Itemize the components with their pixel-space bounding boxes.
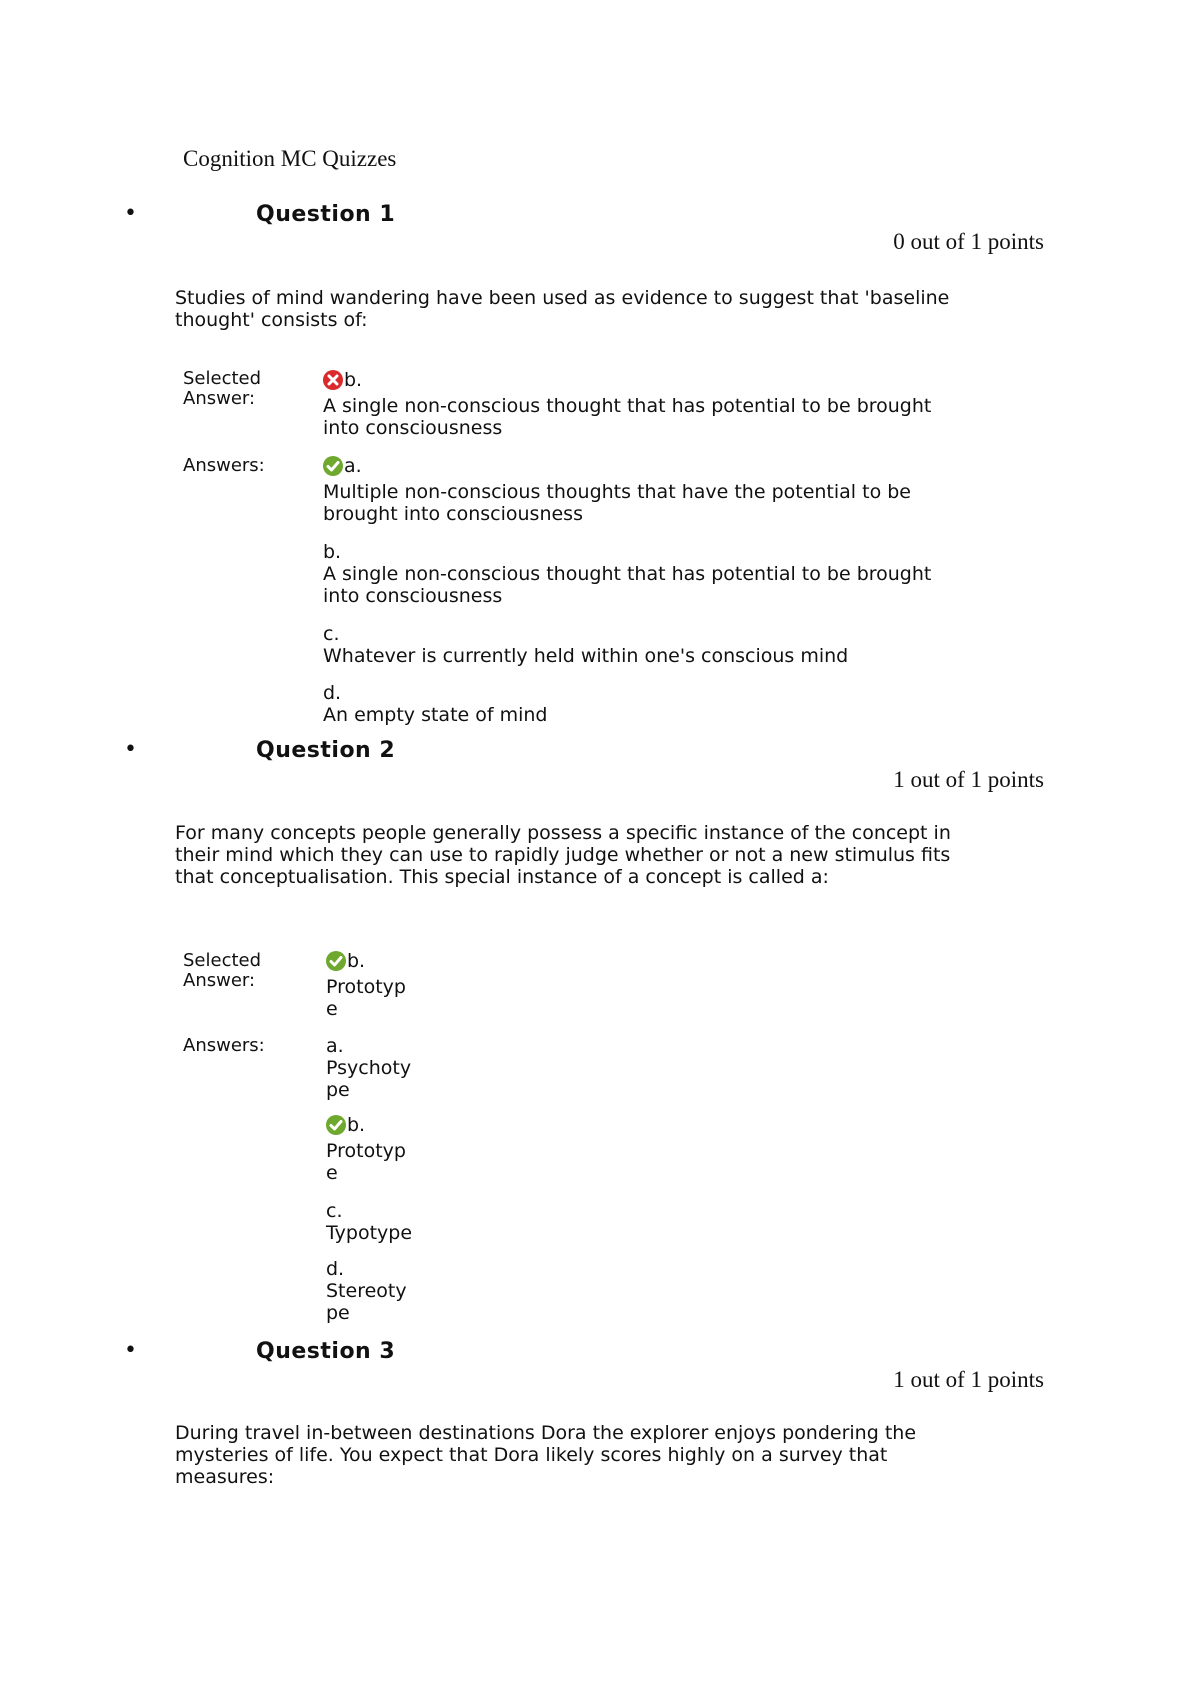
selected-answer-text: A single non-conscious thought that has potential to be brought into consciousness: [323, 395, 932, 439]
correct-check-icon: [326, 951, 346, 971]
bullet: •: [124, 737, 137, 762]
answer-option-a: [323, 455, 963, 525]
answer-text: Stereoty pe: [326, 1280, 407, 1324]
answer-text: Multiple non-conscious thoughts that have the potential to be brought into consciousness: [323, 481, 911, 525]
document-title: Cognition MC Quizzes: [183, 146, 397, 171]
question-heading: Question 2: [256, 738, 396, 763]
answer-letter: c.: [326, 1200, 343, 1222]
question-points: 0 out of 1 points: [893, 229, 1044, 254]
answer-letter: c.: [323, 623, 340, 645]
answer-option-d: [326, 1258, 422, 1324]
answer-letter: d.: [323, 682, 342, 704]
answer-letter: b.: [323, 541, 342, 563]
question-text: During travel in-between destinations Dora the explorer enjoys pondering the mysteries of life. You expect that Dora likely scores highly on a survey that measures:: [175, 1422, 917, 1488]
answer-option-c: [326, 1200, 422, 1244]
answer-text: Psychoty pe: [326, 1057, 412, 1101]
answer-text: Typotype: [326, 1222, 413, 1244]
incorrect-x-icon: [323, 370, 343, 390]
answers-label: Answers:: [183, 1035, 265, 1056]
answer-letter: a.: [326, 1035, 344, 1057]
question-heading: Question 3: [256, 1339, 396, 1364]
selected-answer-text: Prototyp e: [326, 976, 406, 1020]
selected-answer-label: Selected Answer:: [183, 950, 262, 991]
answer-letter: a.: [344, 455, 362, 477]
selected-answer: [326, 950, 422, 1020]
question-text: Studies of mind wandering have been used as evidence to suggest that 'baseline thought' consists of:: [175, 287, 950, 331]
answer-text: An empty state of mind: [323, 704, 548, 726]
selected-answer-label: Selected Answer:: [183, 368, 262, 409]
correct-check-icon: [323, 456, 343, 476]
answer-option-c: [323, 623, 963, 667]
question-points: 1 out of 1 points: [893, 767, 1044, 792]
answer-letter: d.: [326, 1258, 345, 1280]
selected-answer-letter: b.: [347, 950, 366, 972]
question-points: 1 out of 1 points: [893, 1367, 1044, 1392]
question-text: For many concepts people generally possess a specific instance of the concept in their mind which they can use to rapidly judge whether or not a new stimulus fits that conceptualisation. This special instance of a concept is called a:: [175, 822, 951, 888]
answer-text: Prototyp e: [326, 1140, 406, 1184]
answer-option-a: [326, 1035, 422, 1101]
answer-text: Whatever is currently held within one's conscious mind: [323, 645, 849, 667]
correct-check-icon: [326, 1115, 346, 1135]
answer-text: A single non-conscious thought that has potential to be brought into consciousness: [323, 563, 932, 607]
answer-letter: b.: [347, 1114, 366, 1136]
question-heading: Question 1: [256, 202, 396, 227]
selected-answer: [323, 369, 963, 439]
answer-option-b: [323, 541, 963, 607]
selected-answer-letter: b.: [344, 369, 363, 391]
answer-option-b: [326, 1114, 422, 1184]
bullet: •: [124, 1338, 137, 1363]
bullet: •: [124, 201, 137, 226]
answers-label: Answers:: [183, 455, 265, 476]
answer-option-d: [323, 682, 963, 726]
